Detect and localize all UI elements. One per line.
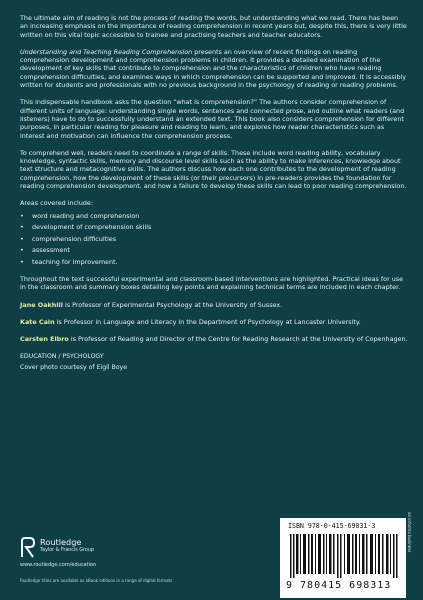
paragraph-interventions: Throughout the text successful experimental and classroom-based interventions are highlighted. Practical ideas for use in the classroom and summary boxes detailing key points and explaining technical terms are included in each chapter.: [20, 275, 404, 292]
list-item: • assessment: [20, 246, 70, 255]
paragraph-overview-text: presents an overview of recent findings on reading comprehension development and comprehension problems in children. It provides a detailed examination of the development of key skills that contribute to comprehension and the characteristics of children who have reading comprehension difficulties, and examines ways in which comprehension can be supported and improved. It is accessibly written for students and professionals with no previous background in the psychology of reading or reading problems.: [20, 47, 407, 90]
publisher-logo: [20, 533, 250, 563]
isbn-number: ISBN 978-0-415-69831-3: [288, 522, 376, 530]
bullet-icon: •: [20, 234, 24, 243]
publisher-url[interactable]: www.routledge.com/education: [20, 562, 97, 568]
subject-category: EDUCATION / PSYCHOLOGY: [20, 352, 104, 360]
list-item: • teaching for improvement.: [20, 257, 118, 266]
barcode-number: 9 780415 698313: [286, 580, 392, 591]
barcode-icon: [290, 534, 398, 578]
publisher-group: Taylor & Francis Group: [40, 548, 94, 553]
bullet-icon: •: [20, 257, 24, 266]
paragraph-intro: The ultimate aim of reading is not the process of reading the words, but understanding what we read. There has been an increasing emphasis on the importance of reading comprehension in recent years but, despite this, there is very little written on this vital topic accessible to trainee and practising teachers and teacher educators.: [20, 14, 407, 39]
cover-credit: Cover photo courtesy of Eigil Boye: [20, 363, 128, 371]
author-bio: Kate Cain is Professor in Language and Literacy in the Department of Psychology at Lancaster University.: [20, 317, 361, 326]
ebook-note: Routledge titles are available as eBook editions in a range of digital formats: [20, 578, 173, 583]
author-name: Carsten Elbro: [20, 335, 69, 344]
back-cover-text: [20, 14, 408, 372]
isbn-barcode: [280, 518, 406, 598]
paragraph-overview: [20, 48, 408, 89]
list-item: • development of comprehension skills: [20, 223, 152, 232]
areas-list: [20, 212, 408, 266]
author-bio: Jane Oakhill is Professor of Experimental Psychology at the University of Sussex.: [20, 300, 283, 309]
paragraph-question: This indispensable handbook asks the question “what is comprehension?” The authors consider comprehension of different units of language: understanding single words, sentences and connected prose, and outline what readers (and listeners) have to do to successfully understand an extended text. This book also considers comprehension for different purposes, in particular reading for pleasure and reading to learn, and explores how reader characteristics such as interest and motivation can influence the comprehension process.: [20, 98, 405, 140]
paragraph-skills: To comprehend well, readers need to coordinate a range of skills. These include word reading ability, vocabulary knowledge, syntactic skills, memory and discourse level skills such as the ability to make inferences, knowledge about text structure and metacognitive skills. The authors discuss how each one contributes to the development of reading comprehension, how the development of these skills (or their precursors) in pre-readers provides the foundation for reading comprehension development, and how a failure to develop these skills can lead to poor reading comprehension.: [20, 148, 407, 191]
author-name: Kate Cain: [20, 317, 55, 326]
author-bio: Carsten Elbro is Professor of Reading and Director of the Centre for Reading Research at the University of Copenhagen.: [20, 335, 408, 344]
bullet-icon: •: [20, 211, 24, 220]
list-item: • word reading and comprehension: [20, 211, 140, 220]
book-title: Understanding and Teaching Reading Comprehension: [20, 47, 193, 56]
list-item: • comprehension difficulties: [20, 234, 117, 243]
author-name: Jane Oakhill: [20, 300, 63, 309]
publisher-name: Routledge: [40, 537, 82, 547]
bullet-icon: •: [20, 223, 24, 232]
areas-heading: Areas covered include:: [20, 199, 94, 208]
imprint-text: an informa business: [407, 512, 412, 553]
side-imprint: [407, 512, 422, 582]
bullet-icon: •: [20, 246, 24, 255]
routledge-logo-icon: [20, 537, 36, 559]
